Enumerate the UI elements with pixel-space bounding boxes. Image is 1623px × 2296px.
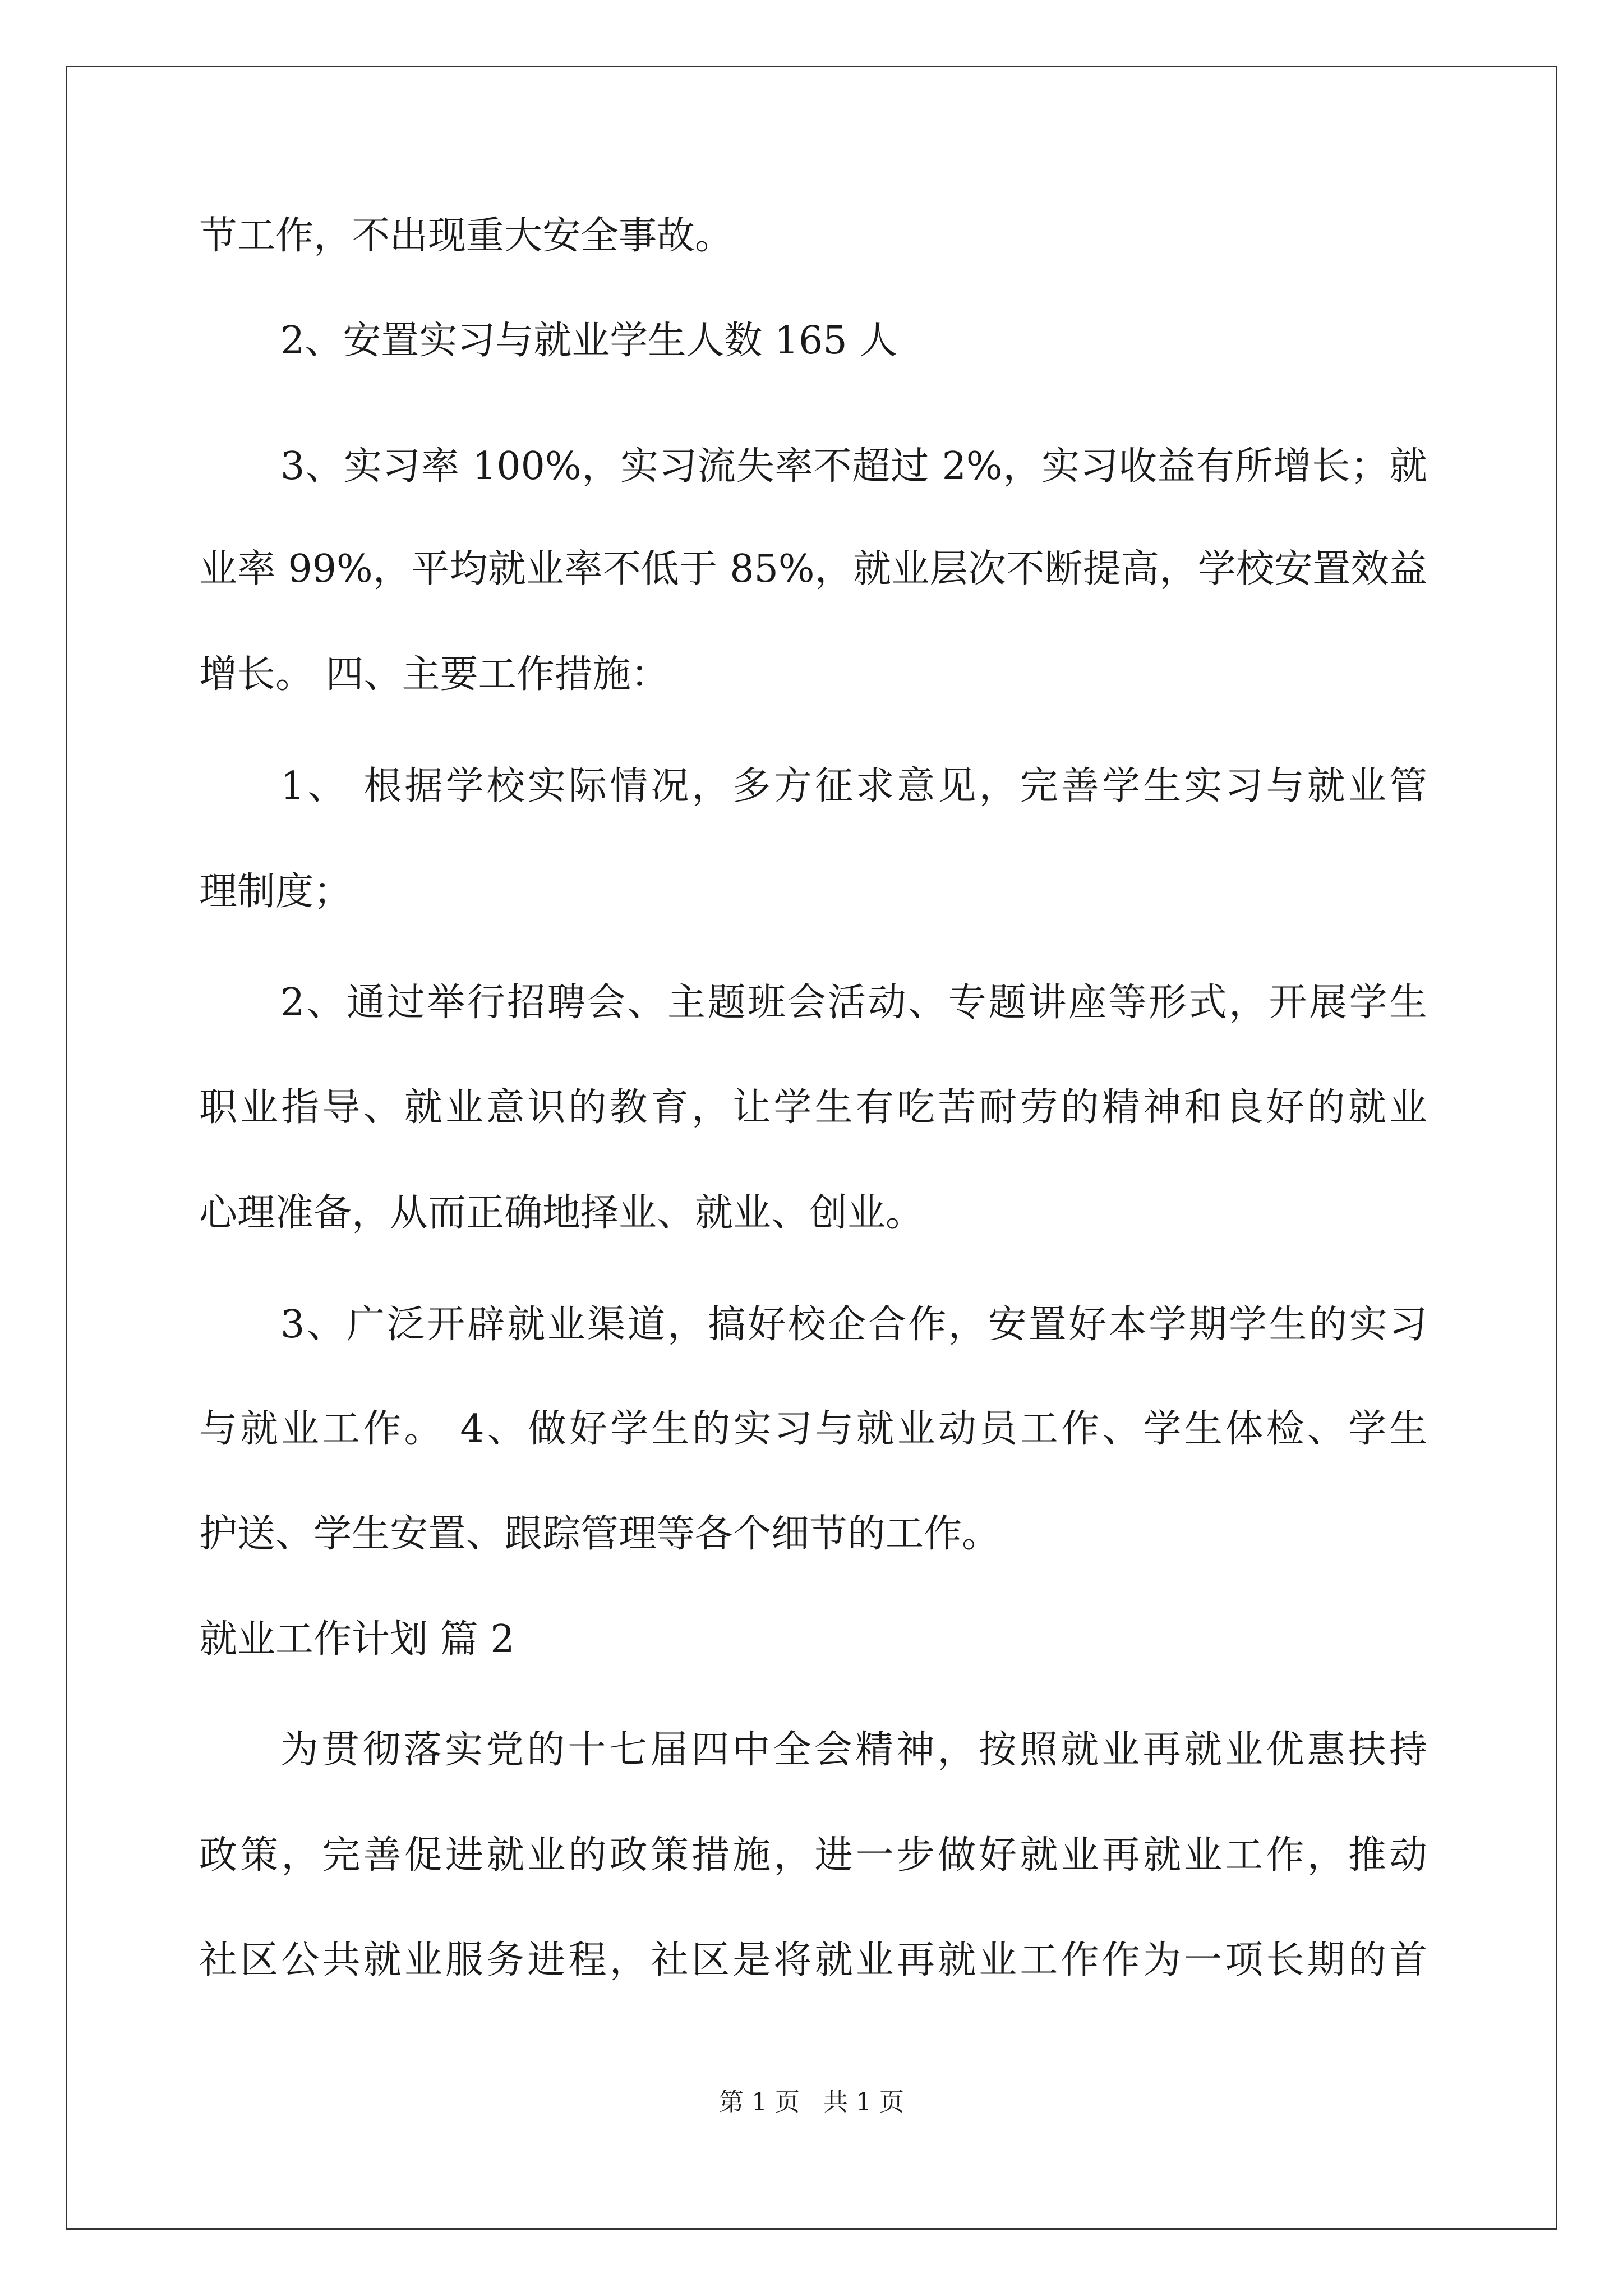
text-line: 增长。 四、主要工作措施： — [199, 652, 669, 697]
text-line: 2、安置实习与就业学生人数 165 人 — [280, 319, 898, 363]
text-line: 与就业工作。 4、做好学生的实习与就业动员工作、学生体检、学生 — [199, 1407, 1427, 1451]
page-border — [66, 66, 1557, 2230]
text-line: 3、广泛开辟就业渠道，搞好校企合作，安置好本学期学生的实习 — [280, 1303, 1427, 1347]
text-line: 节工作，不出现重大安全事故。 — [199, 214, 734, 258]
text-line: 理制度； — [199, 869, 352, 914]
text-line: 3、实习率 100%，实习流失率不超过 2%，实习收益有所增长；就 — [280, 444, 1427, 489]
page-footer: 第 1 页 共 1 页 — [719, 2088, 904, 2116]
text-line: 业率 99%，平均就业率不低于 85%，就业层次不断提高，学校安置效益 — [199, 547, 1427, 591]
text-line: 护送、学生安置、跟踪管理等各个细节的工作。 — [199, 1512, 1000, 1556]
text-line: 为贯彻落实党的十七届四中全会精神，按照就业再就业优惠扶持 — [280, 1728, 1427, 1772]
text-line: 政策，完善促进就业的政策措施，进一步做好就业再就业工作，推动 — [199, 1833, 1427, 1878]
text-line: 社区公共就业服务进程，社区是将就业再就业工作作为一项长期的首 — [199, 1938, 1427, 1982]
text-line: 2、通过举行招聘会、主题班会活动、专题讲座等形式，开展学生 — [280, 981, 1427, 1025]
text-line: 职业指导、就业意识的教育，让学生有吃苦耐劳的精神和良好的就业 — [199, 1085, 1427, 1130]
text-line: 心理准备，从而正确地择业、就业、创业。 — [199, 1191, 924, 1235]
text-line: 1、 根据学校实际情况，多方征求意见，完善学生实习与就业管 — [280, 764, 1427, 808]
section-heading: 就业工作计划 篇 2 — [199, 1617, 515, 1662]
